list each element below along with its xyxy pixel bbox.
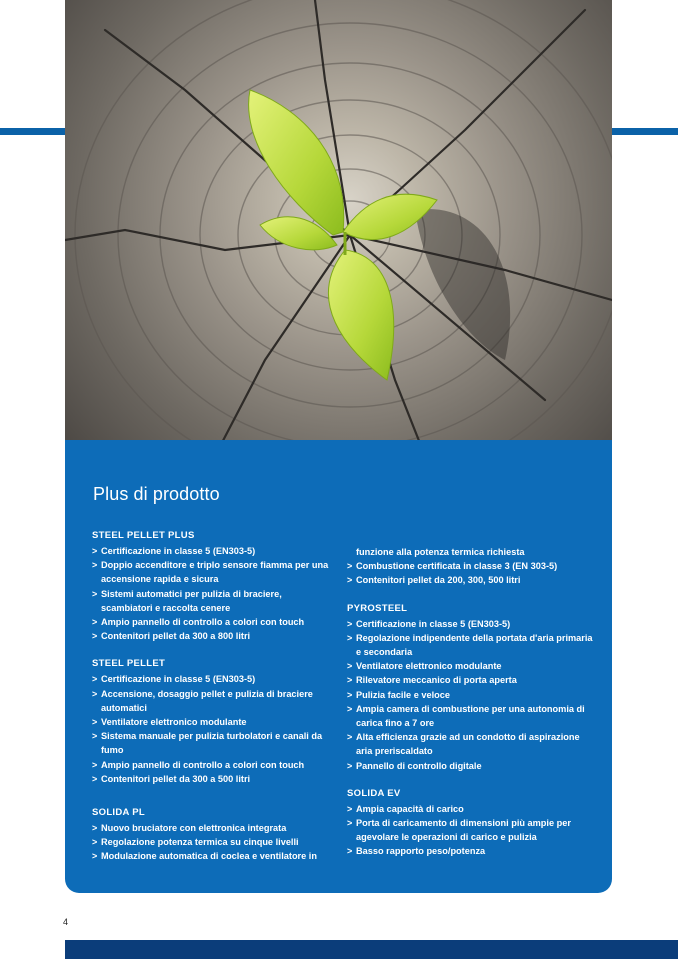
chevron-right-icon: > (92, 773, 98, 784)
section-steel-pellet (92, 657, 332, 786)
chevron-right-icon: > (347, 618, 353, 629)
list-item: > Porta di caricamento di dimensioni più ampie per agevolare le operazioni di carico e pulizia (347, 818, 571, 843)
chevron-right-icon: > (92, 560, 98, 571)
list-item: > Certificazione in classe 5 (EN303-5) (347, 617, 597, 631)
chevron-right-icon: > (92, 759, 98, 770)
list-item: > Regolazione indipendente della portata d'aria primaria e secondaria (347, 632, 593, 658)
chevron-right-icon: > (347, 760, 353, 771)
feature-list (92, 544, 332, 643)
chevron-right-icon: > (92, 674, 98, 685)
product-highlights-panel (65, 440, 612, 893)
list-item: > Pulizia facile e veloce (347, 688, 597, 702)
list-item: > Ampia capacità di carico (347, 802, 597, 816)
list-item: > Pannello di controllo digitale (347, 759, 597, 773)
list-item: > Modulazione automatica di coclea e ventilatore in (92, 849, 332, 863)
list-item: > Contenitori pellet da 200, 300, 500 litri (347, 573, 597, 587)
section-heading: SOLIDA PL (92, 807, 146, 819)
list-item: > Ampia camera di combustione per una autonomia di carica fino a 7 ore (347, 703, 585, 729)
list-item: > Nuovo bruciatore con elettronica integrata (92, 821, 332, 835)
chevron-right-icon: > (347, 661, 353, 672)
page-number: 4 (63, 917, 69, 927)
list-item: > Sistema manuale per pulizia turbolatori e canali da fumo (92, 731, 323, 756)
list-item: > Accensione, dosaggio pellet e pulizia di braciere automatici (92, 688, 313, 713)
chevron-right-icon: > (92, 631, 98, 642)
chevron-right-icon: > (347, 561, 353, 572)
feature-list (347, 802, 597, 859)
chevron-right-icon: > (92, 617, 98, 628)
list-item: > Ventilatore elettronico modulante (92, 715, 332, 729)
list-item: > Alta efficienza grazie ad un condotto di aspirazione aria preriscaldato (347, 732, 580, 757)
chevron-right-icon: > (347, 846, 353, 857)
header-stripe-left (0, 128, 66, 135)
chevron-right-icon: > (92, 851, 98, 862)
section-solida-pl-continued (347, 529, 597, 588)
chevron-right-icon: > (92, 546, 98, 556)
chevron-right-icon: > (92, 837, 98, 848)
list-item: > Contenitori pellet da 300 a 500 litri (92, 772, 332, 786)
tree-stump-sprout-illustration (65, 0, 612, 456)
footer-bar (65, 940, 678, 959)
hero-photo-tree-stump-sprout (65, 0, 612, 456)
section-heading: STEEL PELLET (92, 658, 166, 670)
chevron-right-icon: > (92, 717, 98, 728)
chevron-right-icon: > (347, 575, 353, 586)
chevron-right-icon: > (347, 818, 353, 829)
chevron-right-icon: > (347, 803, 353, 814)
chevron-right-icon: > (347, 732, 353, 743)
chevron-right-icon: > (92, 731, 98, 742)
page-title: Plus di prodotto (93, 484, 220, 504)
section-solida-ev (347, 787, 597, 859)
list-item: > Rilevatore meccanico di porta aperta (347, 673, 597, 687)
right-column (347, 529, 597, 873)
left-column (92, 529, 332, 878)
feature-list (92, 672, 332, 786)
section-heading: STEEL PELLET PLUS (92, 530, 195, 541)
section-steel-pellet-plus (92, 529, 332, 643)
header-stripe-right (612, 128, 678, 135)
chevron-right-icon: > (92, 823, 98, 834)
chevron-right-icon: > (347, 675, 353, 686)
section-pyrosteel (347, 602, 597, 773)
chevron-right-icon: > (347, 689, 353, 700)
chevron-right-icon: > (347, 703, 353, 714)
list-item: > Regolazione potenza termica su cinque livelli (92, 835, 332, 849)
list-item-continuation: funzione alla potenza termica richiesta (356, 547, 525, 557)
list-item: > Basso rapporto peso/potenza (347, 844, 597, 858)
feature-list (347, 559, 597, 587)
section-heading: PYROSTEEL (347, 602, 408, 614)
chevron-right-icon: > (347, 632, 353, 643)
chevron-right-icon: > (92, 688, 98, 699)
list-item: > Certificazione in classe 5 (EN303-5) (92, 544, 332, 558)
list-item: > Ventilatore elettronico modulante (347, 659, 597, 673)
list-item: > Ampio pannello di controllo a colori con touch (92, 758, 332, 772)
list-item: > Contenitori pellet da 300 a 800 litri (92, 629, 332, 643)
list-item: > Doppio accenditore e triplo sensore fiamma per una accensione rapida e sicura (92, 560, 329, 585)
list-item: > Combustione certificata in classe 3 (EN 303-5) (347, 559, 597, 573)
feature-list (92, 821, 332, 864)
section-solida-pl (92, 806, 332, 864)
section-heading: SOLIDA EV (347, 787, 401, 799)
list-item: > Sistemi automatici per pulizia di braciere, scambiatori e raccolta cenere (92, 588, 282, 613)
list-item: > Ampio pannello di controllo a colori con touch (92, 615, 332, 629)
feature-list (347, 617, 597, 773)
list-item: > Certificazione in classe 5 (EN303-5) (92, 672, 332, 686)
chevron-right-icon: > (92, 588, 98, 599)
